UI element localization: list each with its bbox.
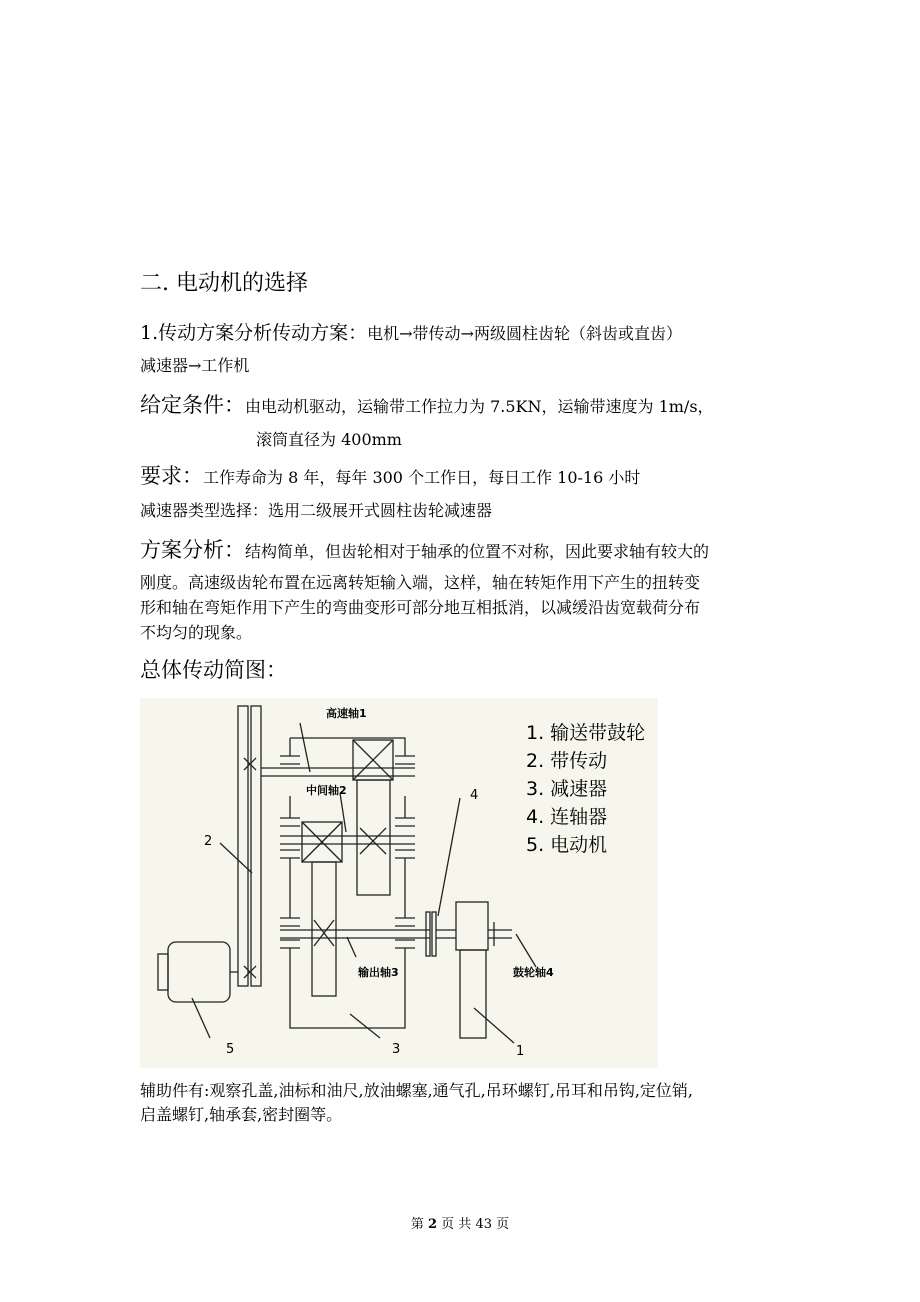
analysis-text-2: 刚度。高速级齿轮布置在远离转矩输入端，这样，轴在转矩作用下产生的扭转变 xyxy=(140,573,701,592)
footer-total-pages: 43 xyxy=(475,1217,492,1232)
footer-mid: 页 共 xyxy=(441,1217,472,1232)
analysis-text-4: 不均匀的现象。 xyxy=(140,623,253,642)
label-high-speed-shaft: 高速轴1 xyxy=(326,707,367,720)
accessories-line-2: 启盖螺钉,轴承套,密封圈等。 xyxy=(140,1105,343,1124)
transmission-diagram xyxy=(140,698,658,1068)
section-title: 二. 电动机的选择 xyxy=(140,271,308,296)
given-text-1: 由电动机驱动，运输带工作拉力为 7.5KN，运输带速度为 1m/s， xyxy=(245,397,714,416)
gear-output xyxy=(312,862,336,996)
requirement-label: 要求： xyxy=(140,464,203,488)
given-conditions xyxy=(140,389,714,419)
scheme-line-1 xyxy=(140,318,682,345)
scheme-lead: 1.传动方案分析传动方案： xyxy=(140,322,368,344)
given-label: 给定条件： xyxy=(140,393,245,417)
page-footer xyxy=(0,1213,920,1232)
given-text-2: 滚筒直径为 400mm xyxy=(256,430,402,449)
legend-item-4: 4. 连轴器 xyxy=(526,806,608,828)
requirement-text: 工作寿命为 8 年，每年 300 个工作日，每日工作 10-16 小时 xyxy=(203,468,641,487)
legend-item-3: 3. 减速器 xyxy=(526,778,608,800)
label-output-shaft: 输出轴3 xyxy=(358,966,399,979)
footer-current-page: 2 xyxy=(427,1217,438,1232)
belt-pulley-large xyxy=(238,706,248,986)
accessories-line-1: 辅助件有:观察孔盖,油标和油尺,放油螺塞,通气孔,吊环螺钉,吊耳和吊钩,定位销, xyxy=(140,1081,693,1100)
analysis-text-1: 结构简单，但齿轮相对于轴承的位置不对称，因此要求轴有较大的 xyxy=(245,542,710,561)
number-2: 2 xyxy=(204,834,213,849)
label-drum-shaft: 鼓轮轴4 xyxy=(513,966,554,979)
scheme-line-2: 减速器→工作机 xyxy=(140,356,250,375)
number-3: 3 xyxy=(392,1042,401,1057)
reducer-type: 减速器类型选择：选用二级展开式圆柱齿轮减速器 xyxy=(140,501,493,520)
number-4: 4 xyxy=(470,788,479,803)
belt-pulley-small xyxy=(251,706,261,986)
legend-item-1: 1. 输送带鼓轮 xyxy=(526,722,646,744)
footer-suffix: 页 xyxy=(496,1217,510,1232)
analysis-text-3: 形和轴在弯矩作用下产生的弯曲变形可部分地互相抵消，以减缓沿齿宽载荷分布 xyxy=(140,598,701,617)
legend-item-2: 2. 带传动 xyxy=(526,750,608,772)
footer-prefix: 第 xyxy=(410,1217,424,1232)
scheme-chain: 电机→带传动→两级圆柱齿轮（斜齿或直齿） xyxy=(367,324,682,343)
number-1: 1 xyxy=(516,1044,525,1059)
legend-item-5: 5. 电动机 xyxy=(526,834,608,856)
number-5: 5 xyxy=(226,1042,235,1057)
analysis-line-1 xyxy=(140,534,709,564)
analysis-label: 方案分析： xyxy=(140,538,245,562)
requirement xyxy=(140,460,640,490)
motor xyxy=(168,942,230,1002)
diagram-title: 总体传动简图： xyxy=(140,658,287,682)
label-middle-shaft: 中间轴2 xyxy=(306,784,347,797)
drum xyxy=(456,902,488,950)
